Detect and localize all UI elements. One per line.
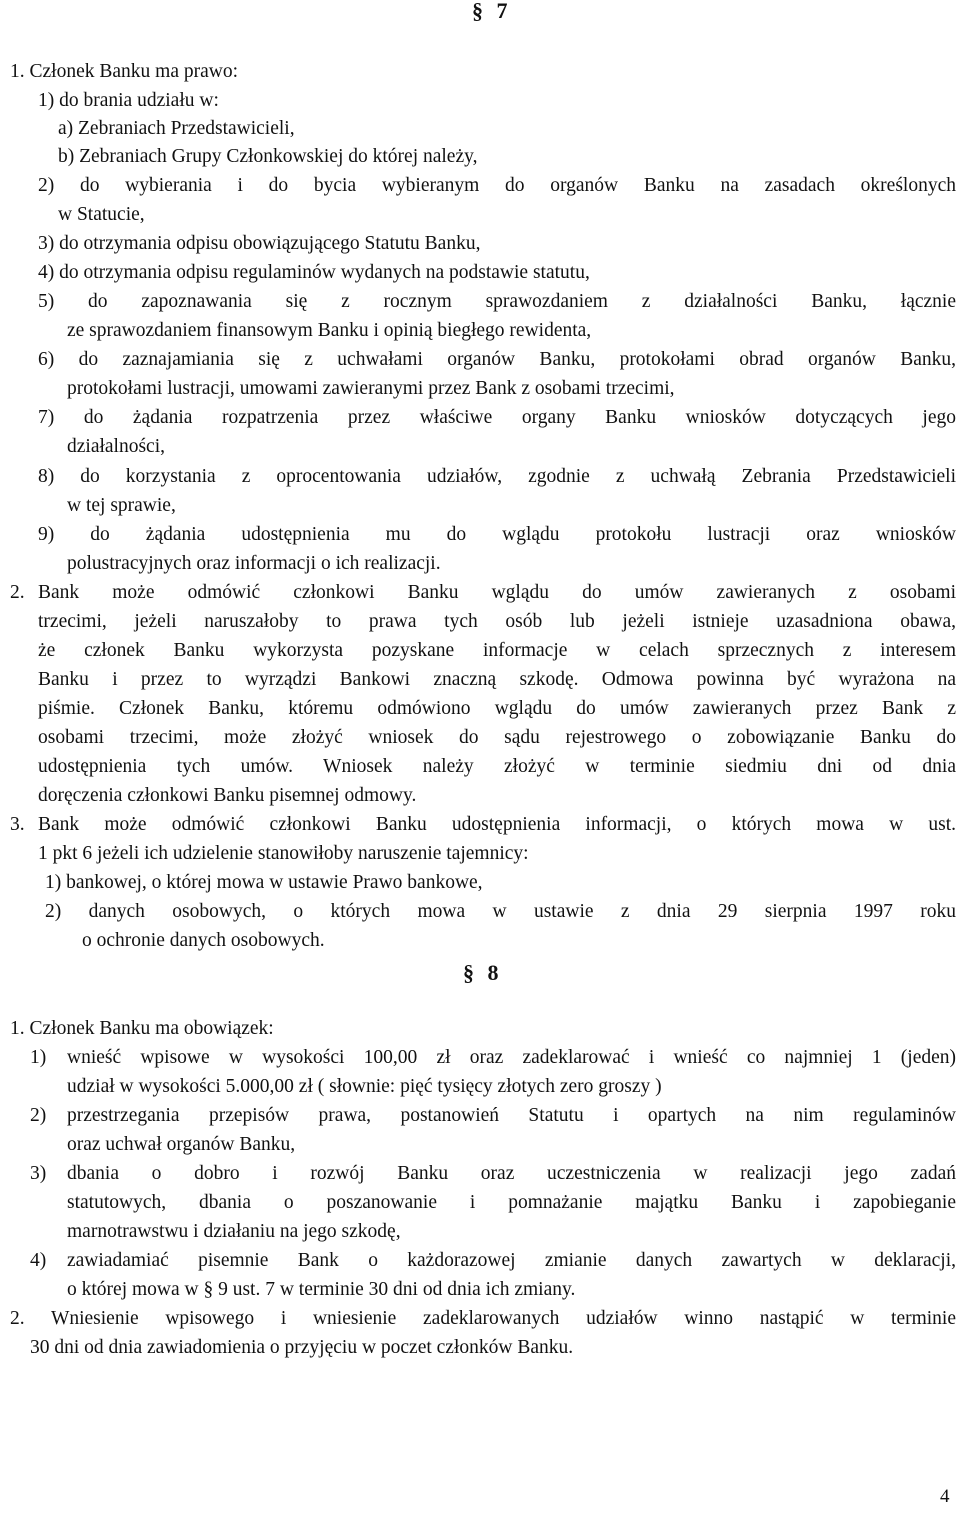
paragraph-text: 2. Wniesienie wpisowego i wniesienie zadeklarowanych udziałów winno nastąpić w terminie xyxy=(10,1308,956,1329)
section-heading-8 xyxy=(463,960,499,986)
section-number: 7 xyxy=(496,0,508,23)
list-item: 4) do otrzymania odpisu regulaminów wydanych na podstawie statutu, xyxy=(38,262,590,283)
list-item-continuation: w tej sprawie, xyxy=(67,495,176,516)
list-number: 2) xyxy=(30,1105,47,1126)
section-sign: § xyxy=(472,0,483,23)
section-number: 8 xyxy=(487,960,499,985)
list-item: a) Zebraniach Przedstawicieli, xyxy=(58,118,295,139)
list-item-continuation: oraz uchwał organów Banku, xyxy=(67,1134,296,1155)
paragraph-text: doręczenia członkowi Banku pisemnej odmowy. xyxy=(38,785,417,806)
paragraph-number: 3. xyxy=(10,814,25,835)
list-item-continuation: polustracyjnych oraz informacji o ich realizacji. xyxy=(67,553,441,574)
paragraph-number: 2. xyxy=(10,582,25,603)
paragraph-text: że członek Banku wykorzysta pozyskane informacje w celach sprzecznych z interesem xyxy=(38,640,956,661)
page-number: 4 xyxy=(940,1486,950,1507)
section-sign: § xyxy=(463,960,474,985)
list-item-continuation: udział w wysokości 5.000,00 zł ( słownie: pięć tysięcy złotych zero groszy ) xyxy=(67,1076,662,1097)
paragraph-text: osobami trzecimi, może złożyć wniosek do sądu rejestrowego o zobowiązanie Banku do xyxy=(38,727,956,748)
paragraph-text: Bank może odmówić członkowi Banku udostępnienia informacji, o których mowa w ust. xyxy=(38,814,956,835)
list-item: 1) do brania udziału w: xyxy=(38,90,219,111)
list-item: 7) do żądania rozpatrzenia przez właściwe organy Banku wniosków dotyczących jego xyxy=(38,407,956,428)
list-item-continuation: o ochronie danych osobowych. xyxy=(82,930,325,951)
list-item: 1) bankowej, o której mowa w ustawie Prawo bankowe, xyxy=(45,872,483,893)
paragraph-text: 30 dni od dnia zawiadomienia o przyjęciu w poczet członków Banku. xyxy=(30,1337,574,1358)
list-item: 6) do zaznajamiania się z uchwałami organów Banku, protokołami obrad organów Banku, xyxy=(38,349,956,370)
list-number: 3) xyxy=(30,1163,47,1184)
list-item-continuation: działalności, xyxy=(67,436,166,457)
list-item: przestrzegania przepisów prawa, postanowień Statutu i opartych na nim regulaminów xyxy=(67,1105,956,1126)
list-item: 2) danych osobowych, o których mowa w ustawie z dnia 29 sierpnia 1997 roku xyxy=(45,901,956,922)
list-item: wnieść wpisowe w wysokości 100,00 zł oraz zadeklarować i wnieść co najmniej 1 (jeden) xyxy=(67,1047,956,1068)
paragraph-intro: 1. Członek Banku ma prawo: xyxy=(10,61,238,82)
list-item: zawiadamiać pisemnie Bank o każdorazowej zmianie danych zawartych w deklaracji, xyxy=(67,1250,956,1271)
list-item: dbania o dobro i rozwój Banku oraz uczestniczenia w realizacji jego zadań xyxy=(67,1163,956,1184)
list-item: 9) do żądania udostępnienia mu do wglądu protokołu lustracji oraz wniosków xyxy=(38,524,956,545)
list-item: b) Zebraniach Grupy Członkowskiej do której należy, xyxy=(58,146,478,167)
paragraph-text: Bank może odmówić członkowi Banku wglądu do umów zawieranych z osobami xyxy=(38,582,956,603)
list-number: 1) xyxy=(30,1047,47,1068)
list-number: 4) xyxy=(30,1250,47,1271)
list-item-continuation: protokołami lustracji, umowami zawieranymi przez Bank z osobami trzecimi, xyxy=(67,378,675,399)
list-item-continuation: marnotrawstwu i działaniu na jego szkodę, xyxy=(67,1221,401,1242)
list-item: 5) do zapoznawania się z rocznym sprawozdaniem z działalności Banku, łącznie xyxy=(38,291,956,312)
paragraph-text: 1 pkt 6 jeżeli ich udzielenie stanowiłoby naruszenie tajemnicy: xyxy=(38,843,529,864)
list-item-continuation: w Statucie, xyxy=(58,204,145,225)
paragraph-text: udostępnienia tych umów. Wniosek należy złożyć w terminie siedmiu dni od dnia xyxy=(38,756,956,777)
list-item: 3) do otrzymania odpisu obowiązującego Statutu Banku, xyxy=(38,233,481,254)
section-heading-7 xyxy=(472,0,508,24)
list-item: 8) do korzystania z oprocentowania udziałów, zgodnie z uchwałą Zebrania Przedstawicieli xyxy=(38,466,956,487)
list-item-continuation: ze sprawozdaniem finansowym Banku i opinią biegłego rewidenta, xyxy=(67,320,592,341)
list-item: 2) do wybierania i do bycia wybieranym do organów Banku na zasadach określonych xyxy=(38,175,956,196)
list-item-continuation: statutowych, dbania o poszanowanie i pomnażanie majątku Banku i zapobieganie xyxy=(67,1192,956,1213)
list-item-continuation: o której mowa w § 9 ust. 7 w terminie 30 dni od dnia ich zmiany. xyxy=(67,1279,576,1300)
paragraph-intro: 1. Członek Banku ma obowiązek: xyxy=(10,1018,274,1039)
paragraph-text: trzecimi, jeżeli naruszałoby to prawa tych osób lub jeżeli istnieje uzasadniona obawa, xyxy=(38,611,956,632)
paragraph-text: Banku i przez to wyrządzi Bankowi znaczną szkodę. Odmowa powinna być wyrażona na xyxy=(38,669,956,690)
paragraph-text: piśmie. Członek Banku, któremu odmówiono wglądu do umów zawieranych przez Bank z xyxy=(38,698,956,719)
